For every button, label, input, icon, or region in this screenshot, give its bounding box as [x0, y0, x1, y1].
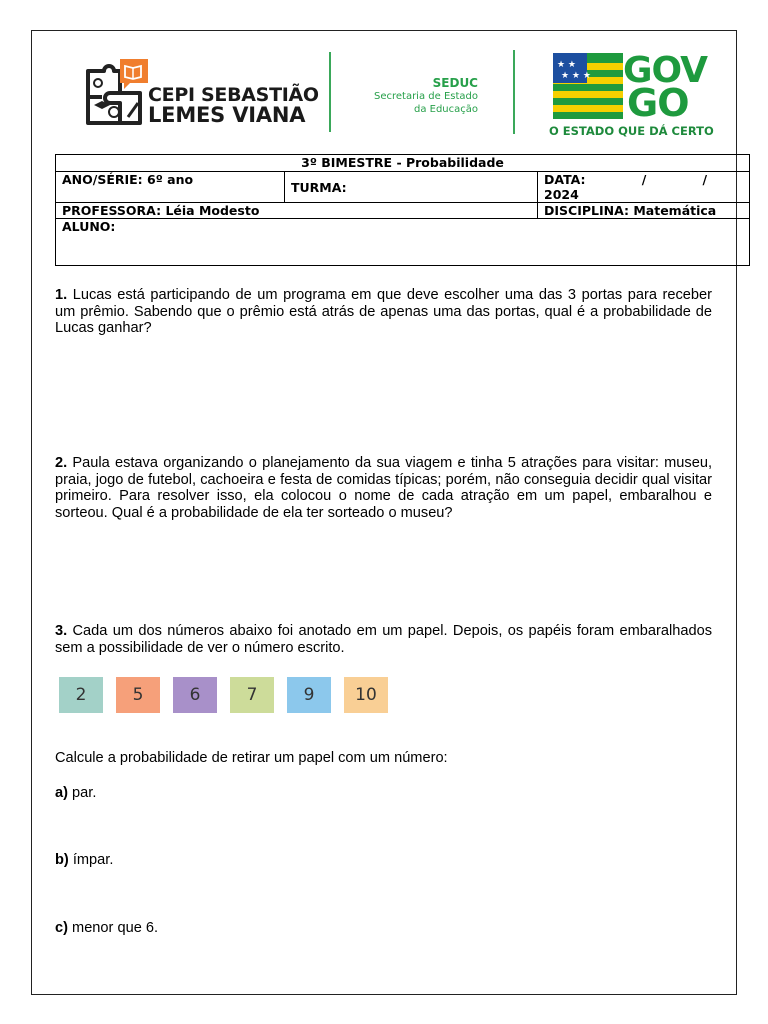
divider [513, 50, 515, 134]
question-text: Paula estava organizando o planejamento da sua viagem e tinha 5 atrações para visitar: museu, praia, jogo de futebol, cachoeira e festa de comidas típicas; porém, não conseguia decidir qual visitar primeiro. Para resolver isso, ela colocou o nome de cada atração em um papel, embaralhou e sorteou. Qual é a probabilidade de ela ter sorteado o museu? [55, 455, 712, 521]
professora-field: PROFESSORA: Léia Modesto [56, 203, 538, 219]
question-number: 3. [55, 623, 68, 639]
svg-text:★ ★ ★: ★ ★ ★ [561, 71, 591, 81]
item-c [55, 920, 158, 937]
disciplina-field: DISCIPLINA: Matemática [538, 203, 750, 219]
gov-caption: O ESTADO QUE DÁ CERTO [549, 124, 714, 138]
puzzle-icon [84, 57, 148, 127]
number-card: 2 [59, 677, 103, 713]
item-text: ímpar. [68, 852, 114, 868]
divider [329, 52, 331, 132]
ano-serie-field: ANO/SÉRIE: 6º ano [56, 172, 285, 203]
school-name-line2: LEMES VIANA [148, 103, 306, 127]
date-separator: / [702, 172, 708, 187]
item-label: a) [55, 785, 68, 801]
number-card: 9 [287, 677, 331, 713]
go-word: GO [627, 81, 689, 125]
number-card: 5 [116, 677, 160, 713]
seduc-logo [340, 76, 478, 116]
worksheet-title: 3º BIMESTRE - Probabilidade [56, 155, 750, 172]
date-separator: / [641, 172, 647, 187]
school-logo [84, 57, 319, 127]
data-label: DATA: [544, 172, 586, 187]
aluno-field: ALUNO: [56, 219, 750, 266]
question-1 [55, 287, 712, 337]
question-3 [55, 623, 712, 656]
question-2 [55, 455, 712, 521]
data-field [538, 172, 750, 203]
item-a [55, 785, 96, 802]
seduc-subtitle-line2: da Educação [413, 104, 478, 115]
school-name-line1: CEPI SEBASTIÃO [148, 84, 319, 106]
number-card: 10 [344, 677, 388, 713]
svg-text:★ ★: ★ ★ [557, 60, 576, 70]
item-text: menor que 6. [67, 920, 159, 936]
item-b [55, 852, 113, 869]
item-text: par. [67, 785, 97, 801]
student-info-table [55, 154, 750, 266]
item-label: c) [55, 920, 68, 936]
question-text: Lucas está participando de um programa em que deve escolher uma das 3 portas para receber um prêmio. Sabendo que o prêmio está atrás de apenas uma das portas, qual é a probabilidade de Lucas ganhar? [55, 287, 712, 337]
question-number: 2. [55, 455, 68, 471]
item-label: b) [55, 852, 69, 868]
flag-icon [553, 53, 623, 119]
question-3-prompt: Calcule a probabilidade de retirar um papel com um número: [55, 750, 448, 766]
number-cards [59, 677, 388, 713]
data-year: 2024 [544, 187, 579, 202]
seduc-subtitle-line1: Secretaria de Estado [373, 91, 478, 102]
number-card: 7 [230, 677, 274, 713]
seduc-title: SEDUC [432, 76, 478, 90]
number-card: 6 [173, 677, 217, 713]
question-text: Cada um dos números abaixo foi anotado em um papel. Depois, os papéis foram embaralhados sem a possibilidade de ver o número escrito. [55, 623, 712, 656]
question-number: 1. [55, 287, 68, 303]
turma-field: TURMA: [285, 172, 538, 203]
gov-word: GOV [623, 50, 708, 91]
